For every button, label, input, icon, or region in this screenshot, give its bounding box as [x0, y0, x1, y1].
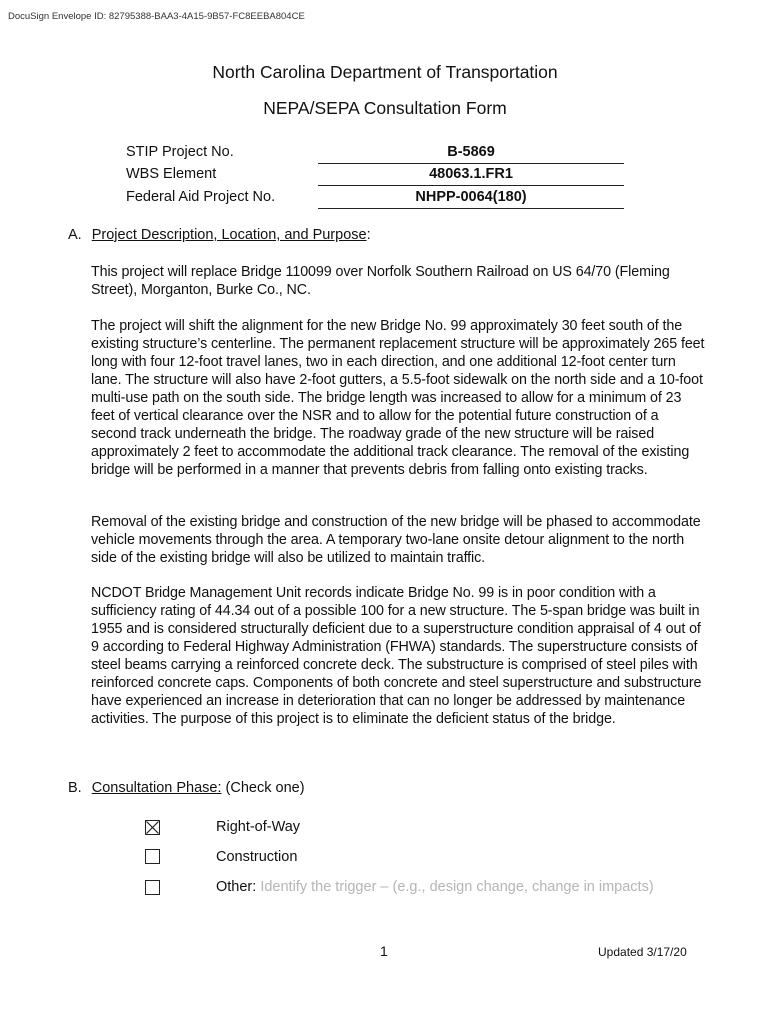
right-of-way-label: Right-of-Way — [216, 819, 301, 835]
other-label: Other: — [216, 879, 261, 895]
wbs-element-value: 48063.1.FR1 — [318, 166, 624, 186]
stip-project-label: STIP Project No. — [126, 144, 234, 160]
section-a-colon: : — [366, 227, 371, 243]
section-a-letter: A. — [68, 227, 82, 243]
paragraph-condition: NCDOT Bridge Management Unit records indicate Bridge No. 99 is in poor condition with a sufficiency rating of 44.34 out of a possible 100 for a new structure. The 5-span bridge was built in 1955 and is considered structurally deficient due to a superstructure condition appraisal of 4 out of 9 according to Federal Highway Administration (FHWA) standards. The superstructure consists of steel beams carrying a reinforced concrete deck. The substructure is comprised of steel piles with reinforced concrete caps. Components of both concrete and steel superstructure and substructure have experienced an increase in deterioration that can no longer be addressed by maintenance activities. The purpose of this project is to eliminate the deficient status of the bridge. — [91, 585, 702, 727]
docusign-envelope-id: DocuSign Envelope ID: 82795388-BAA3-4A15-9B57-FC8EEBA804CE — [8, 11, 305, 22]
department-title: North Carolina Department of Transportation — [212, 62, 558, 82]
updated-date: Updated 3/17/20 — [598, 945, 687, 959]
section-b-letter: B. — [68, 780, 82, 796]
page-number: 1 — [380, 943, 388, 959]
federal-aid-value: NHPP-0064(180) — [318, 189, 624, 209]
section-b-title: Consultation Phase: — [91, 780, 222, 796]
construction-checkbox[interactable] — [145, 849, 160, 864]
paragraph-alignment: The project will shift the alignment for the new Bridge No. 99 approximately 30 feet south of the existing structure’s centerline. The permanent replacement structure will be approximately 265 feet long with four 12-foot travel lanes, two in each direction, and one additional 12-foot center turn lane. The structure will also have 2-foot gutters, a 5.5-foot sidewalk on the north side and a 10-foot multi-use path on the south side. The bridge length was increased to allow for a minimum of 23 feet of vertical clearance over the NSR and to allow for the potential future construction of a second track underneath the bridge. The roadway grade of the new structure will be raised approximately 2 feet to accommodate the additional track clearance. The removal of the existing bridge will be performed in a manner that prevents debris from falling onto existing tracks. — [91, 318, 705, 478]
construction-label: Construction — [216, 849, 298, 865]
check-x-icon — [146, 821, 159, 834]
other-checkbox[interactable] — [145, 880, 160, 895]
right-of-way-checkbox[interactable] — [145, 820, 160, 835]
paragraph-location: This project will replace Bridge 110099 over Norfolk Southern Railroad on US 64/70 (Fleming Street), Morganton, Burke Co., NC. — [91, 264, 670, 298]
section-b-note: (Check one) — [221, 780, 305, 796]
federal-aid-label: Federal Aid Project No. — [126, 189, 276, 205]
section-a-heading — [68, 227, 371, 243]
paragraph-phasing: Removal of the existing bridge and construction of the new bridge will be phased to accommodate vehicle movements through the area. A temporary two-lane onsite detour alignment to the north side of the existing bridge will also be utilized to maintain traffic. — [91, 514, 701, 566]
wbs-element-label: WBS Element — [126, 166, 217, 182]
form-title: NEPA/SEPA Consultation Form — [263, 98, 507, 118]
other-trigger-field[interactable]: Identify the trigger – (e.g., design change, change in impacts) — [260, 879, 654, 895]
section-b-heading — [68, 780, 305, 796]
section-a-title: Project Description, Location, and Purpose — [91, 227, 367, 243]
stip-project-value: B-5869 — [318, 144, 624, 164]
other-option — [216, 879, 654, 895]
